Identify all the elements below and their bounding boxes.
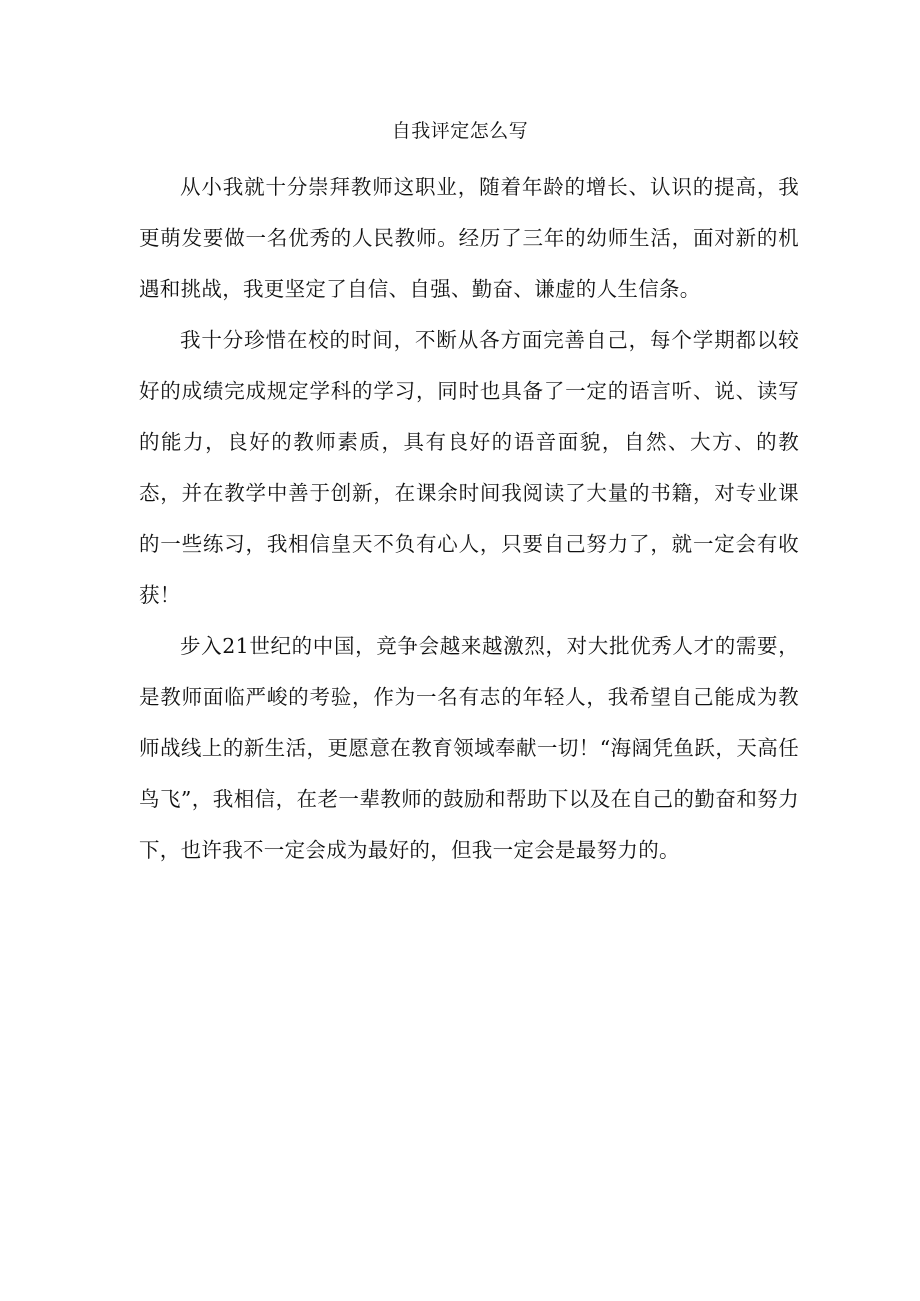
document-body [139,162,799,876]
document-title: 自我评定怎么写 [391,120,529,142]
paragraph-2: 我十分珍惜在校的时间，不断从各方面完善自己，每个学期都以较好的成绩完成规定学科的学习，同时也具备了一定的语言听、说、读写的能力，良好的教师素质，具有良好的语音面貌，自然、大方、的教态，并在教学中善于创新，在课余时间我阅读了大量的书籍，对专业课的一些练习，我相信皇天不负有心人，只要自己努力了，就一定会有收获！ [139,328,799,607]
paragraph-3: 步入21世纪的中国，竞争会越来越激烈，对大批优秀人才的需要，是教师面临严峻的考验，作为一名有志的年轻人，我希望自己能成为教师战线上的新生活，更愿意在教育领域奉献一切！“海阔凭鱼跃，天高任鸟飞”，我相信，在老一辈教师的鼓励和帮助下以及在自己的勤奋和努力下，也许我不一定会成为最好的，但我一定会是最努力的。 [139,634,799,862]
paragraph-1: 从小我就十分崇拜教师这职业，随着年龄的增长、认识的提高，我更萌发要做一名优秀的人民教师。经历了三年的幼师生活，面对新的机遇和挑战，我更坚定了自信、自强、勤奋、谦虚的人生信条。 [139,175,799,301]
